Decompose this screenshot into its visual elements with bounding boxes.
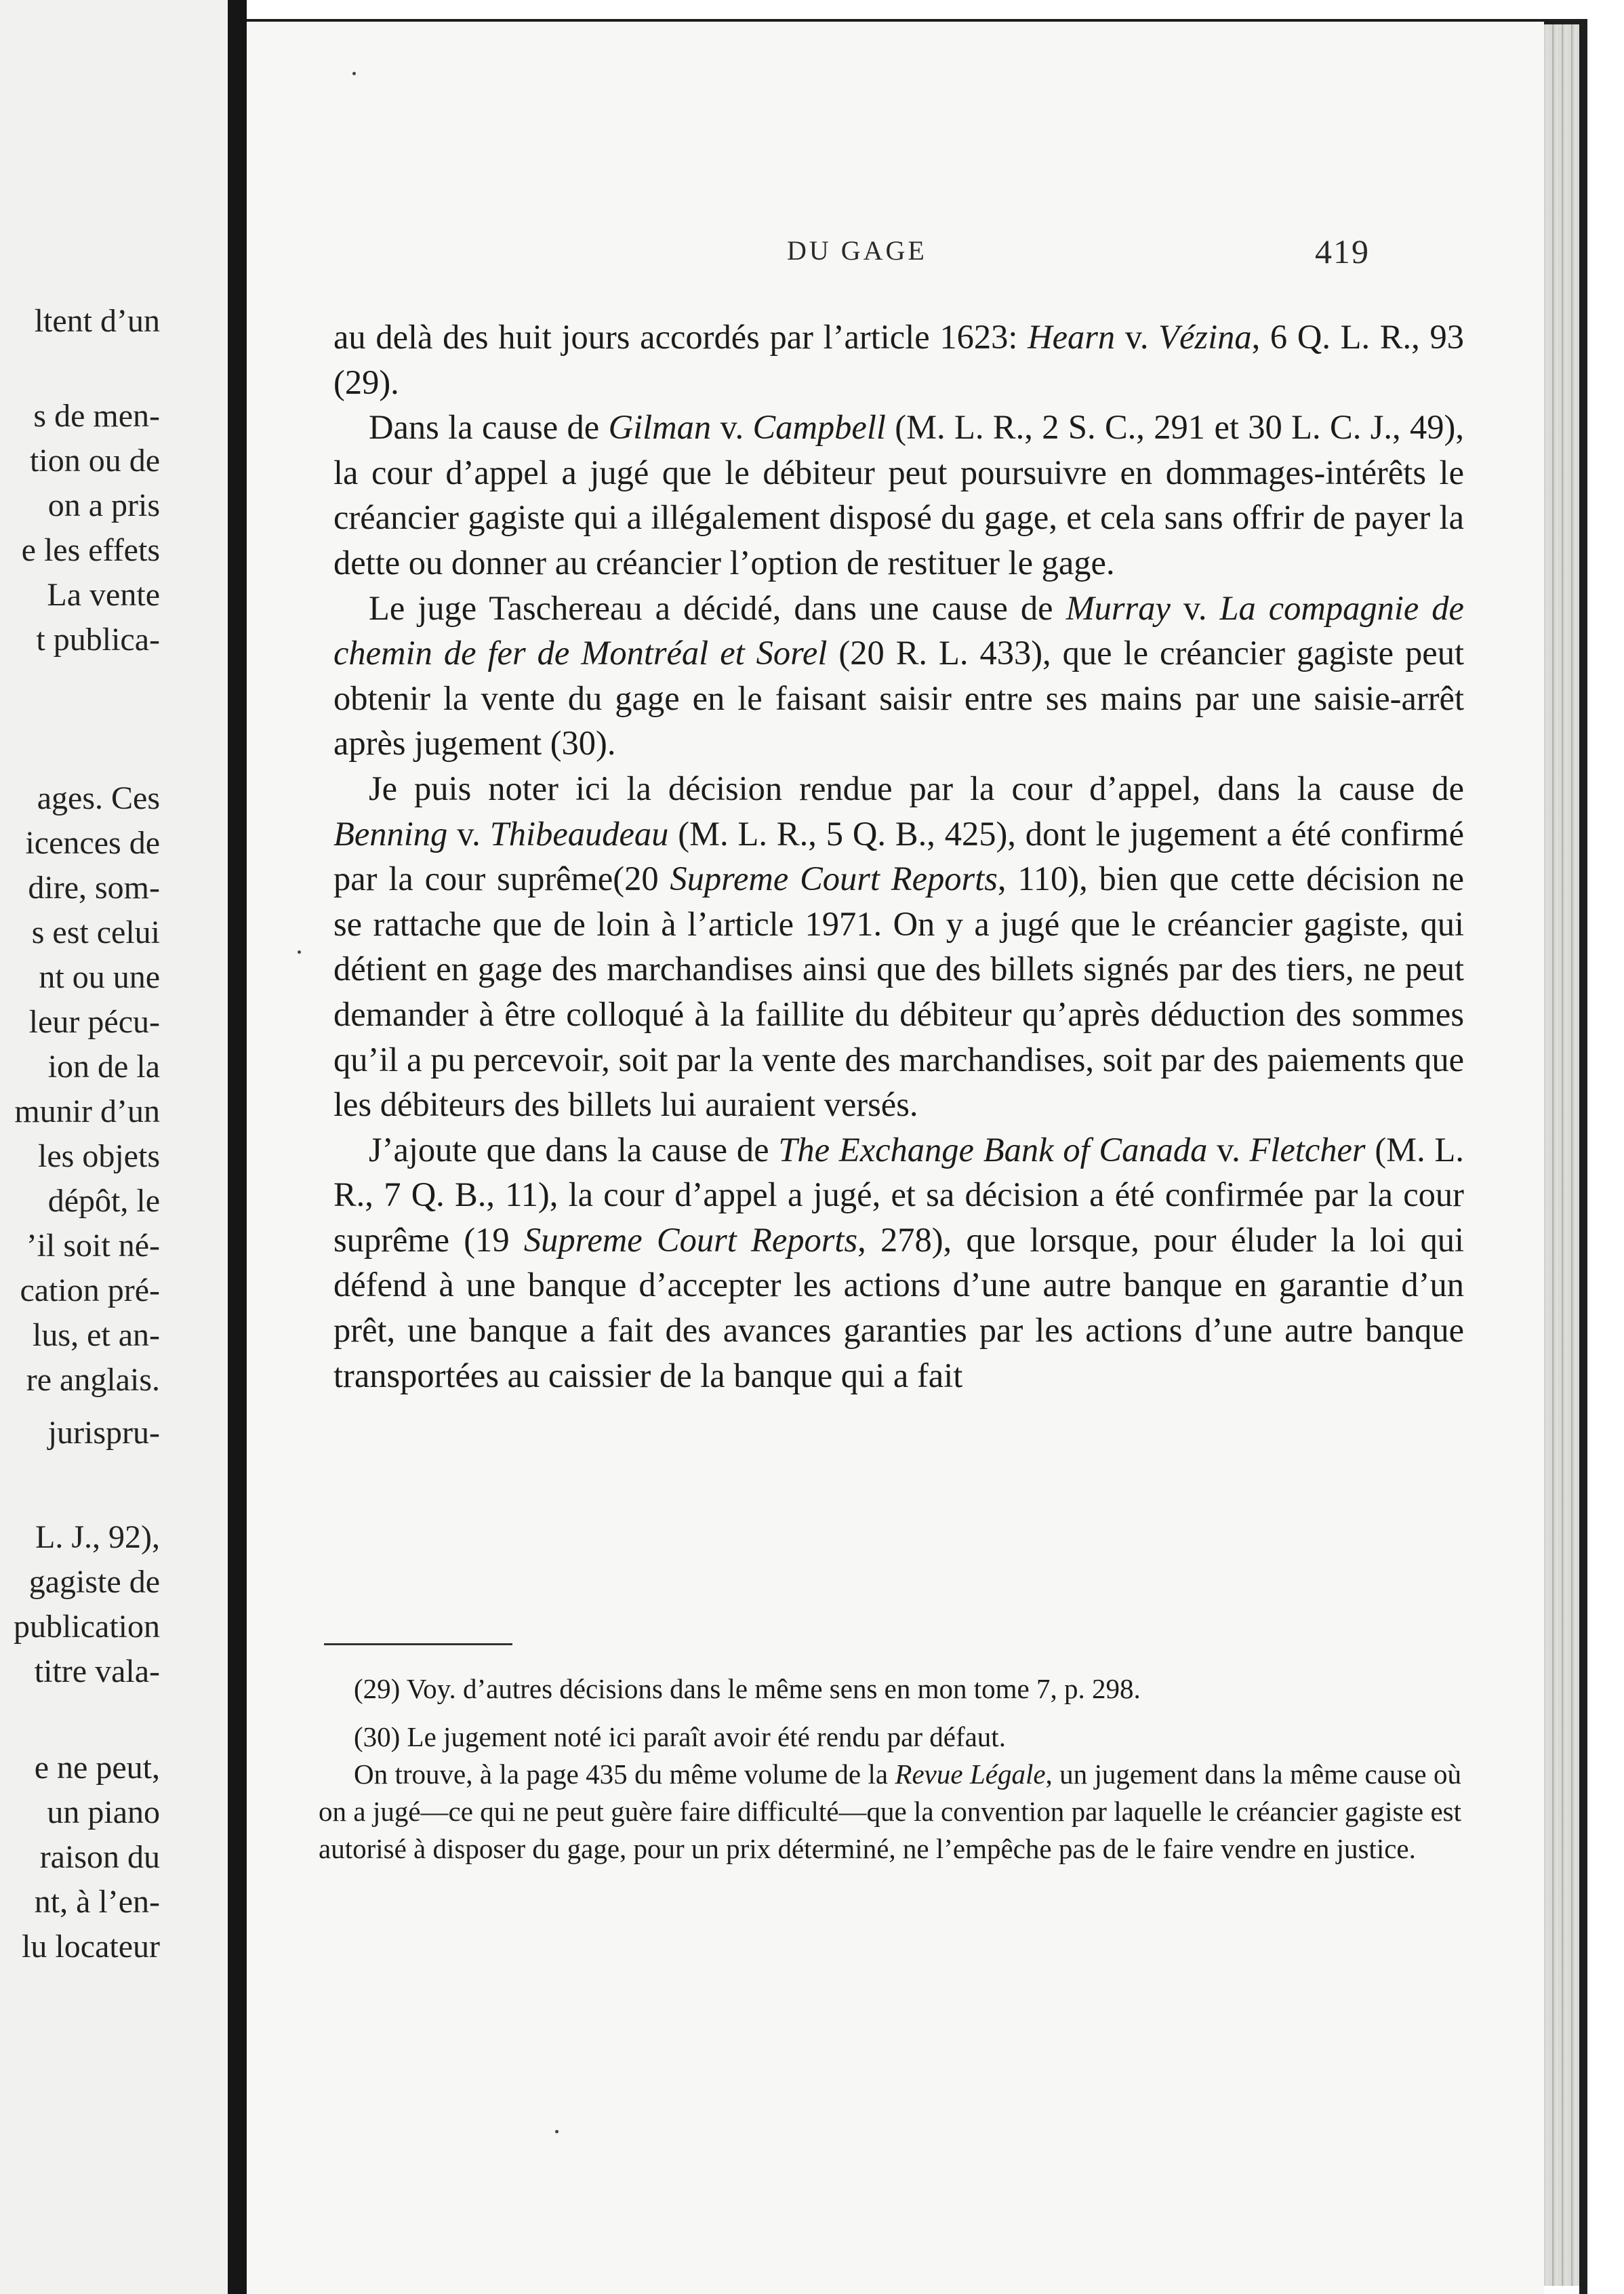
left-fragment: La vente	[47, 577, 160, 613]
left-fragment: ltent d’un	[34, 303, 160, 339]
right-page	[247, 22, 1544, 2294]
left-fragment: icences de	[25, 825, 160, 861]
left-fragment: nt ou une	[39, 959, 160, 995]
left-fragment: ion de la	[47, 1049, 160, 1085]
left-fragment: titre vala-	[34, 1653, 160, 1689]
scan-speck	[352, 72, 356, 75]
paragraph: J’ajoute que dans la cause de The Exchange Bank of Canada v. Fletcher (M. L. R., 7 Q. B., 11), la cour d’appel a jugé, et sa décision a été confirmée par la cour suprême (19 Supreme Court Reports, 278), que lorsque, pour éluder la loi qui défend à une banque d’accepter les actions d’une autre banque en garantie d’un prêt, une banque a fait des avances garanties par les actions d’une autre banque transportées au caissier de la banque qui a fait	[333, 1130, 1464, 1394]
scan-right-edge	[1579, 19, 1587, 2294]
footnote-29: (29) Voy. d’autres décisions dans le même sens en mon tome 7, p. 298.	[354, 1673, 1141, 1704]
left-fragment: lu locateur	[22, 1929, 160, 1965]
italic-citation: Revue Légale	[895, 1758, 1046, 1790]
paragraph: Le juge Taschereau a décidé, dans une cause de Murray v. La compagnie de chemin de fer de Montréal et Sorel (20 R. L. 433), que le créancier gagiste peut obtenir la vente du gage en le faisant saisir entre ses mains par une saisie-arrêt après jugement (30).	[333, 588, 1464, 763]
footnote-30-continued: On trouve, à la page 435 du même volume de la Revue Légale, un jugement dans la même cause où on a jugé—ce qui ne peut guère faire difficulté—que la convention par laquelle le créancier gagiste est autorisé à disposer du gage, pour un prix déterminé, ne l’empêche pas de le faire vendre en justice.	[319, 1758, 1461, 1864]
left-fragment: lus, et an-	[33, 1317, 160, 1353]
left-fragment: les objets	[38, 1138, 160, 1174]
running-title: DU GAGE	[787, 235, 927, 266]
left-fragment: dépôt, le	[47, 1183, 160, 1219]
left-fragment: tion ou de	[30, 443, 160, 479]
italic-citation: Supreme Court Reports	[523, 1220, 858, 1259]
italic-citation: Supreme Court Reports	[670, 860, 998, 898]
italic-citation: The Exchange Bank of Canada	[778, 1130, 1208, 1169]
italic-citation: La compagnie de chemin de fer de Montréal et Sorel	[333, 588, 1464, 672]
footnotes	[319, 1670, 1461, 1868]
scan-speck	[555, 2130, 559, 2133]
italic-citation: Hearn	[1028, 318, 1116, 356]
scan-margin	[1587, 0, 1624, 2294]
left-fragment: jurispru-	[47, 1415, 160, 1451]
left-fragment: re anglais.	[26, 1362, 160, 1398]
italic-citation: Fletcher	[1249, 1130, 1366, 1169]
left-fragment: s est celui	[31, 914, 160, 950]
italic-citation: Murray	[1065, 588, 1171, 627]
left-fragment: e les effets	[21, 532, 160, 568]
left-fragment: publication	[14, 1609, 160, 1645]
italic-citation: Campbell	[752, 408, 886, 447]
page-number: 419	[1315, 233, 1370, 270]
left-fragment: gagiste de	[28, 1564, 160, 1600]
left-fragment: leur pécu-	[28, 1004, 160, 1040]
footnote-rule	[324, 1643, 512, 1645]
left-fragment: raison du	[39, 1839, 160, 1875]
scan-speck	[298, 950, 301, 954]
left-fragment: cation pré-	[20, 1272, 160, 1308]
italic-citation: Gilman	[608, 408, 712, 447]
left-fragment: nt, à l’en-	[34, 1884, 160, 1920]
left-fragment: dire, som-	[28, 870, 160, 906]
left-fragment: t publica-	[36, 622, 160, 658]
left-fragment: munir d’un	[14, 1093, 160, 1129]
running-head	[247, 235, 1413, 275]
left-fragment: L. J., 92),	[35, 1519, 160, 1555]
left-fragment: un piano	[47, 1794, 160, 1830]
left-fragment: on a pris	[47, 487, 160, 523]
book-gutter	[228, 0, 247, 2294]
paragraph: Dans la cause de Gilman v. Campbell (M. L. R., 2 S. C., 291 et 30 L. C. J., 49), la cour d’appel a jugé que le débiteur peut poursuivre en dommages-intérêts le créancier gagiste qui a illégalement disposé du gage, et cela sans offrir de payer la dette ou donner au créancier l’option de restituer le gage.	[333, 408, 1464, 582]
left-fragment: ages. Ces	[37, 780, 160, 816]
paragraph: Je puis noter ici la décision rendue par la cour d’appel, dans la cause de Benning v. Thibeaudeau (M. L. R., 5 Q. B., 425), dont le jugement a été confirmé par la cour suprême(20 Supreme Court Reports, 110), bien que cette décision ne se rattache que de loin à l’article 1971. On y a jugé que le créancier gagiste, qui détient en gage des marchandises ainsi que des billets signés par des tiers, ne peut demander à être colloqué à la faillite du débiteur qu’après déduction des sommes qu’il a pu percevoir, soit par la vente des marchandises, soit par des paiements que les débiteurs des billets lui auraient versés.	[333, 769, 1465, 1124]
italic-citation: Vézina	[1158, 318, 1252, 356]
left-page	[0, 0, 228, 2294]
italic-citation: Thibeaudeau	[489, 814, 669, 853]
italic-citation: Benning	[333, 814, 448, 853]
body-text	[333, 315, 1464, 1398]
left-fragment: s de men-	[33, 398, 160, 434]
footnote-30: (30) Le jugement noté ici paraît avoir été rendu par défaut.	[354, 1721, 1006, 1752]
left-fragment: e ne peut,	[34, 1750, 160, 1786]
paragraph: au delà des huit jours accordés par l’article 1623: Hearn v. Vézina, 6 Q. L. R., 93 (29).	[333, 318, 1464, 401]
left-fragment: ’il soit né-	[26, 1228, 160, 1264]
